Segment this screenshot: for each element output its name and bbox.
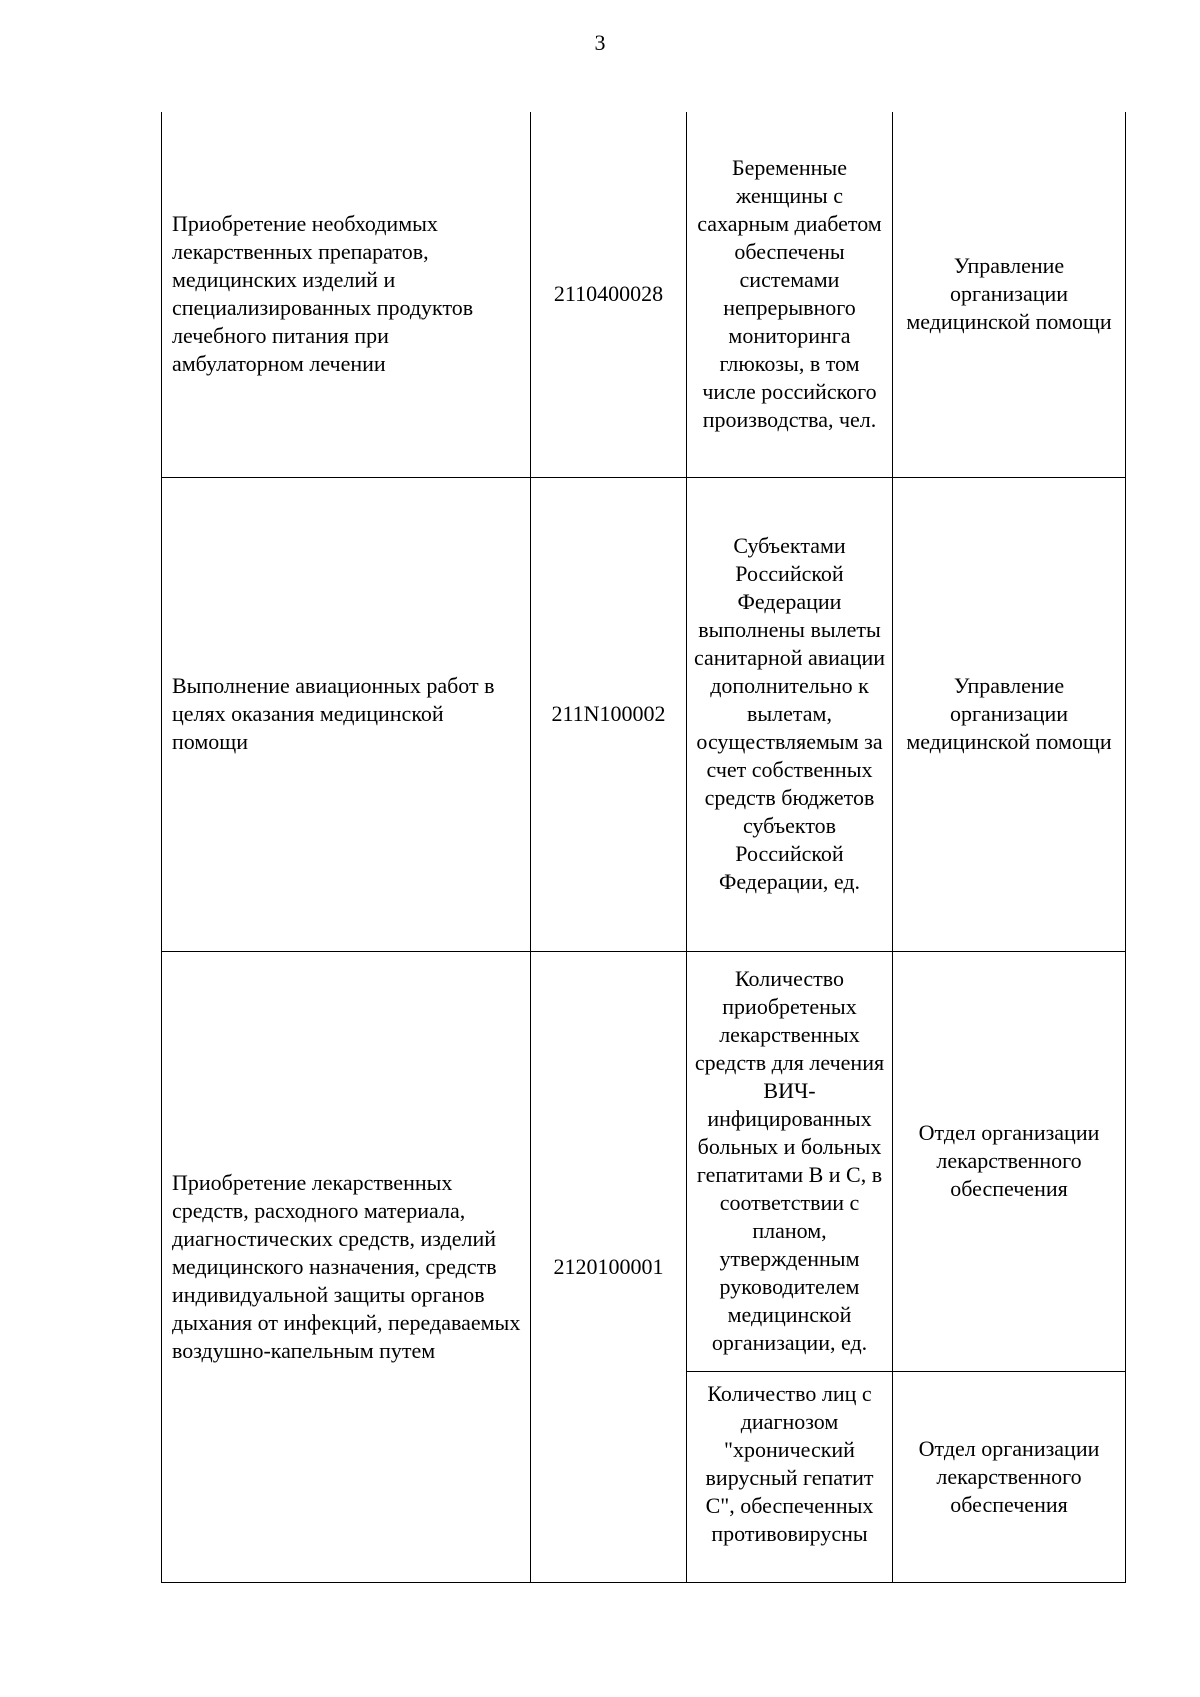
table-row [162, 951, 1126, 1371]
indicator-text: Беременные женщины с сахарным диабетом обеспечены системами непрерывного мониторинга глюкозы, в том числе российского производства, чел. [697, 155, 882, 433]
measure-name-cell [162, 951, 531, 1582]
indicator-cell [687, 477, 893, 951]
measure-code-cell [531, 112, 687, 477]
measure-name-cell [162, 112, 531, 477]
table-row [162, 477, 1126, 951]
responsible-unit: Управление организации медицинской помощи [906, 673, 1112, 754]
measure-name-cell [162, 477, 531, 951]
responsible-cell [893, 1371, 1126, 1582]
indicator-cell [687, 112, 893, 477]
page-number: 3 [594, 30, 606, 55]
responsible-unit: Управление организации медицинской помощи [906, 253, 1112, 335]
measure-name: Приобретение лекарственных средств, расходного материала, диагностических средств, изделий медицинского назначения, средств индивидуальной защиты органов дыхания от инфекций, передаваемых воздушно-капельным путем [172, 1169, 521, 1363]
measure-name: Приобретение необходимых лекарственных препаратов, медицинских изделий и специализированных продуктов лечебного питания при амбулаторном лечении [172, 211, 474, 377]
indicator-text: Количество приобретеных лекарственных средств для лечения ВИЧ-инфицированных больных и больных гепатитами В и С, в соответствии с планом, утвержденным руководителем медицинской организации, ед. [694, 966, 885, 1355]
program-table [161, 112, 1126, 1583]
measure-name: Выполнение авиационных работ в целях оказания медицинской помощи [172, 673, 495, 754]
indicator-text: Количество лиц с диагнозом "хронический вирусный гепатит С", обеспеченных противовирусны [705, 1380, 874, 1546]
measure-code-cell [531, 477, 687, 951]
indicator-text: Субъектами Российской Федерации выполнены вылеты санитарной авиации дополнительно к вылетам, осуществляемым за счет собственных средств бюджетов субъектов Российской Федерации, ед. [693, 533, 886, 894]
measure-code-cell [531, 951, 687, 1582]
responsible-unit: Отдел организации лекарственного обеспечения [918, 1120, 1100, 1201]
table-row [162, 112, 1126, 477]
indicator-cell [687, 1371, 893, 1582]
indicator-cell [687, 951, 893, 1371]
responsible-unit: Отдел организации лекарственного обеспечения [918, 1435, 1100, 1517]
measure-code: 2120100001 [553, 1253, 664, 1279]
responsible-cell [893, 112, 1126, 477]
measure-code: 2110400028 [553, 281, 664, 307]
measure-code: 211N100002 [551, 701, 666, 726]
responsible-cell [893, 951, 1126, 1371]
responsible-cell [893, 477, 1126, 951]
